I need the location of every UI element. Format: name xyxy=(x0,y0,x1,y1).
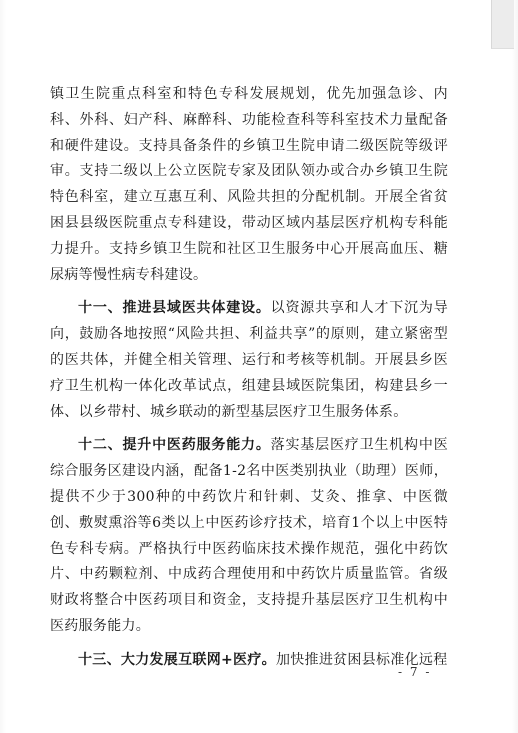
paragraph-section-11 xyxy=(50,296,448,425)
paragraph-text: 加快推进贫困县标准化远程 xyxy=(275,651,448,668)
page-number: - 7 - xyxy=(398,665,432,679)
page-fold-mark xyxy=(491,0,514,49)
paragraph-text: 镇卫生院重点科室和特色专科发展规划，优先加强急诊、内科、外科、妇产科、麻醉科、功能检查科等科室技术力量配备和硬件建设。支持具备条件的乡镇卫生院申请二级医院等级评审。支持二级以上公立医院专家及团队领办或合办乡镇卫生院特色科室，建立互惠互利、风险共担的分配机制。开展全省贫困县县级医院重点专科建设，带动区域内基层医疗机构专科能力提升。支持乡镇卫生院和社区卫生服务中心开展高血压、糖尿病等慢性病专科建设。 xyxy=(50,86,448,283)
paragraph-section-13 xyxy=(50,648,448,674)
section-heading: 十一、推进县域医共体建设。 xyxy=(78,300,271,317)
section-heading: 十三、大力发展互联网+医疗。 xyxy=(78,651,276,668)
paragraph-text: 以资源共享和人才下沉为导向，鼓励各地按照“风险共担、利益共享”的原则，建立紧密型的医共体，并健全相关管理、运行和考核等机制。开展县乡医疗卫生机构一体化改革试点，组建县域医院集团，构建县乡一体、以乡带村、城乡联动的新型基层医疗卫生服务体系。 xyxy=(50,300,448,420)
document-body xyxy=(50,82,448,674)
paragraph-text: 落实基层医疗卫生机构中医综合服务区建设内涵，配备1-2名中医类别执业（助理）医师，提供不少于300种的中药饮片和针刺、艾灸、推拿、中医微创、敷熨熏浴等6类以上中医药诊疗技术，培育1个以上中医特色专科专病。严格执行中医药临床技术操作规范，强化中药饮片、中药颗粒剂、中成药合理使用和中药饮片质量监管。省级财政将整合中医药项目和资金，支持提升基层医疗卫生机构中医药服务能力。 xyxy=(50,437,448,634)
paragraph-section-12 xyxy=(50,433,448,639)
paragraph-continuation xyxy=(50,82,448,288)
section-heading: 十二、提升中医药服务能力。 xyxy=(78,437,271,454)
